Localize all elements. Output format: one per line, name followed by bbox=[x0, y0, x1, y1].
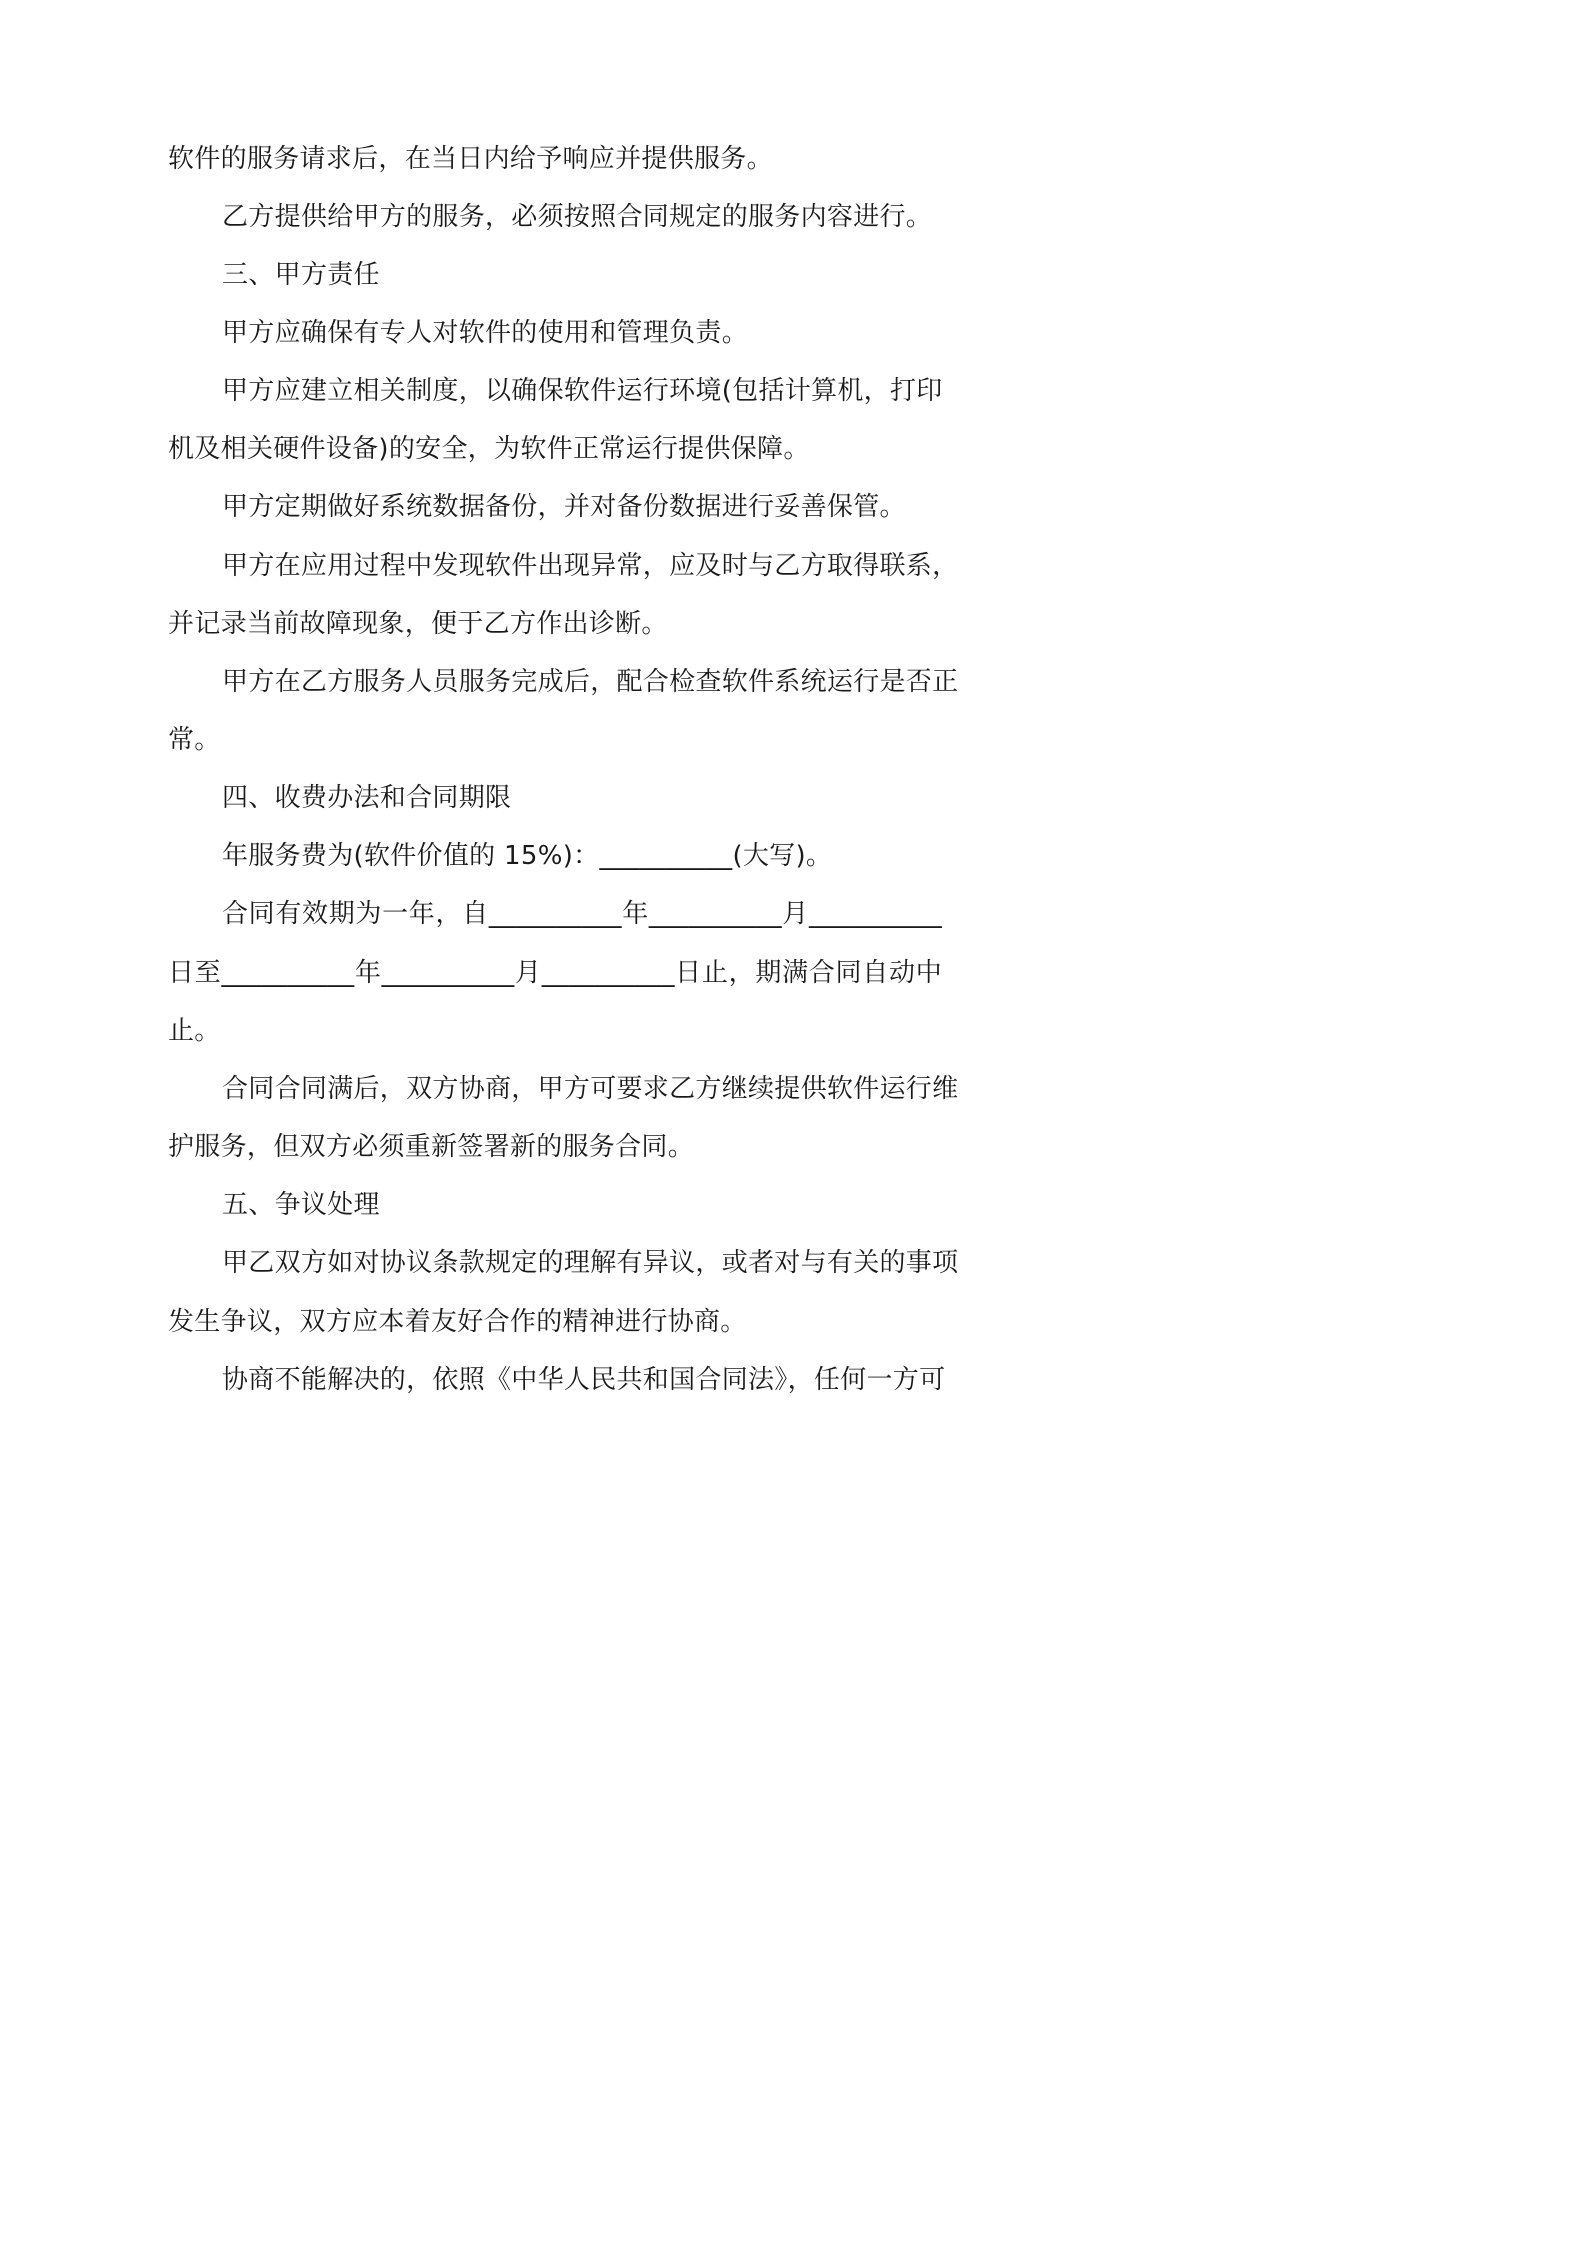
paragraph-line: 合同有效期为一年，自__________年__________月__________ bbox=[222, 899, 942, 929]
paragraph-line: 乙方提供给甲方的服务，必须按照合同规定的服务内容进行。 bbox=[222, 202, 933, 232]
paragraph-line: 合同合同满后，双方协商，甲方可要求乙方继续提供软件运行维 bbox=[222, 1074, 959, 1104]
paragraph-line: 甲方定期做好系统数据备份，并对备份数据进行妥善保管。 bbox=[222, 492, 906, 522]
paragraph-line: 软件的服务请求后，在当日内给予响应并提供服务。 bbox=[168, 144, 773, 174]
section-heading: 四、收费办法和合同期限 bbox=[222, 783, 512, 813]
paragraph-line: 常。 bbox=[168, 725, 221, 755]
section-heading: 三、甲方责任 bbox=[222, 260, 380, 290]
paragraph-line: 机及相关硬件设备)的安全，为软件正常运行提供保障。 bbox=[168, 434, 810, 464]
paragraph-line: 甲方在应用过程中发现软件出现异常，应及时与乙方取得联系， bbox=[222, 551, 959, 581]
paragraph-line: 护服务，但双方必须重新签署新的服务合同。 bbox=[168, 1132, 695, 1162]
paragraph-line: 发生争议，双方应本着友好合作的精神进行协商。 bbox=[168, 1307, 747, 1337]
paragraph-line: 协商不能解决的，依照《中华人民共和国合同法》，任何一方可 bbox=[222, 1365, 946, 1395]
paragraph-line: 甲方应建立相关制度，以确保软件运行环境(包括计算机，打印 bbox=[222, 376, 943, 406]
paragraph-line: 年服务费为(软件价值的 15%)：__________(大写)。 bbox=[222, 841, 833, 871]
paragraph-line: 甲方应确保有专人对软件的使用和管理负责。 bbox=[222, 318, 749, 348]
section-heading: 五、争议处理 bbox=[222, 1190, 380, 1220]
document-page bbox=[0, 0, 1102, 1559]
paragraph-line: 甲方在乙方服务人员服务完成后，配合检查软件系统运行是否正 bbox=[222, 667, 959, 697]
paragraph-line: 止。 bbox=[168, 1016, 221, 1046]
paragraph-line: 日至__________年__________月__________日止，期满合同自动中 bbox=[168, 958, 942, 988]
paragraph-line: 甲乙双方如对协议条款规定的理解有异议，或者对与有关的事项 bbox=[222, 1248, 959, 1278]
paragraph-line: 并记录当前故障现象，便于乙方作出诊断。 bbox=[168, 609, 668, 639]
